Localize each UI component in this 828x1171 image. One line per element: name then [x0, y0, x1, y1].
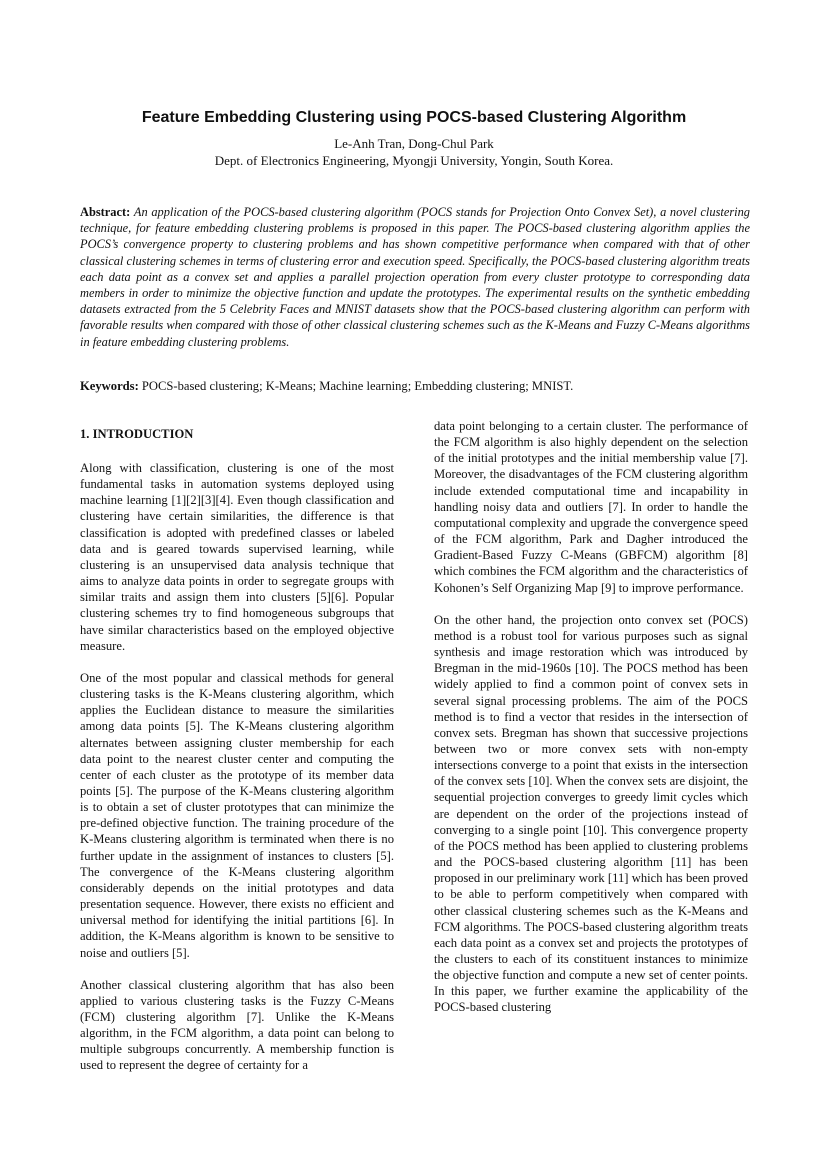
abstract-text: An application of the POCS-based clustering algorithm (POCS stands for Projection Onto Convex Set), a novel clustering technique, for feature embedding clustering problems is proposed in this paper. The POCS-based clustering algorithm applies the POCS’s convergence property to clustering problems and has shown competitive performance when compared with that of other classical clustering schemes in terms of clustering error and execution speed. Specifically, the POCS-based clustering algorithm treats each data point as a convex set and applies a parallel projection operation from every cluster prototype to corresponding data members in order to minimize the objective function and update the prototypes. The experimental results on the synthetic embedding datasets extracted from the 5 Celebrity Faces and MNIST datasets show that the POCS-based clustering algorithm can perform with favorable results when compared with those of other classical clustering schemes such as the K-Means and Fuzzy C-Means algorithms in feature embedding clustering problems.	[80, 205, 750, 349]
abstract-label: Abstract:	[80, 205, 131, 219]
abstract	[80, 204, 750, 350]
body-paragraph: On the other hand, the projection onto convex set (POCS) method is a robust tool for various purposes such as signal synthesis and image restoration which was introduced by Bregman in the mid-1960s [10]. The POCS method has been widely applied to find a common point of convex sets in several signal processing problems. The aim of the POCS method is to find a vector that resides in the intersection of convex sets. Bregman has shown that successive projections between two or more convex sets with non-empty intersections converge to a point that exists in the intersection of the convex sets [10]. When the convex sets are disjoint, the sequential projection converges to greedy limit cycles which are dependent on the order of the projections instead of converging to a single point [10]. This convergence property of the POCS method has been applied to clustering problems and the POCS-based clustering algorithm [11] has been proposed in our preliminary work [11] which has been proved to be able to perform competitively when compared with other classical clustering schemes such as the K-Means and FCM algorithms. The POCS-based clustering algorithm treats each data point as a convex set and projects the prototypes of the clusters to each of its constituent instances to minimize the objective function and compute a new set of center points. In this paper, we further examine the applicability of the POCS-based clustering	[434, 612, 748, 1015]
right-column	[434, 418, 748, 1032]
section-heading-introduction: 1. INTRODUCTION	[80, 427, 194, 441]
keywords	[80, 378, 750, 394]
keywords-label: Keywords:	[80, 379, 139, 393]
body-paragraph: Another classical clustering algorithm that has also been applied to various clustering tasks is the Fuzzy C-Means (FCM) clustering algorithm [7]. Unlike the K-Means algorithm, in the FCM algorithm, a data point can belong to multiple subgroups concurrently. A membership function is used to represent the degree of certainty for a	[80, 977, 394, 1073]
body-paragraph: data point belonging to a certain cluster. The performance of the FCM algorithm is also highly dependent on the selection of the initial prototypes and the initial membership value [7]. Moreover, the disadvantages of the FCM clustering algorithm include extended computational time and incapability in handling noisy data and outliers [7]. In order to handle the computational complexity and upgrade the convergence speed of the FCM algorithm, Park and Dagher introduced the Gradient-Based Fuzzy C-Means (GBFCM) algorithm [8] which combines the FCM algorithm and the characteristics of Kohonen’s Self Organizing Map [9] to improve performance.	[434, 419, 748, 595]
keywords-text: POCS-based clustering; K-Means; Machine learning; Embedding clustering; MNIST.	[141, 379, 574, 393]
paper-title: Feature Embedding Clustering using POCS-based Clustering Algorithm	[141, 109, 687, 126]
author-affiliation: Dept. of Electronics Engineering, Myongji University, Yongin, South Korea.	[214, 153, 614, 168]
body-paragraph: One of the most popular and classical methods for general clustering tasks is the K-Means clustering algorithm, which applies the Euclidean distance to measure the similarities among data points [5]. The K-Means clustering algorithm alternates between assigning cluster membership for each data point to the nearest cluster center and computing the center of each cluster as the prototype of its member data points [5]. The purpose of the K-Means clustering algorithm is to obtain a set of cluster prototypes that can minimize the pre-defined objective function. The training procedure of the K-Means clustering algorithm is terminated when there is no further update in the assignment of instances to clusters [5]. The convergence of the K-Means clustering algorithm considerably depends on the initial prototypes and data presentation sequence. However, there exists no efficient and universal method for identifying the initial partitions [6]. In addition, the K-Means algorithm is known to be sensitive to noise and outliers [5].	[80, 670, 394, 960]
body-paragraph: Along with classification, clustering is one of the most fundamental tasks in automation systems deployed using machine learning [1][2][3][4]. Even though classification and clustering have certain similarities, the difference is that classification is adopted with predefined classes or labeled data and is geared towards supervised learning, while clustering is an unsupervised data analysis technique that aims to analyze data points in order to segregate groups with similar traits and assign them into clusters [5][6]. Popular clustering schemes try to find homogeneous subgroups that have similar characteristics based on the employed objective measure.	[80, 461, 394, 653]
author-list: Le-Anh Tran, Dong-Chul Park	[334, 136, 494, 151]
left-column	[80, 418, 394, 1090]
